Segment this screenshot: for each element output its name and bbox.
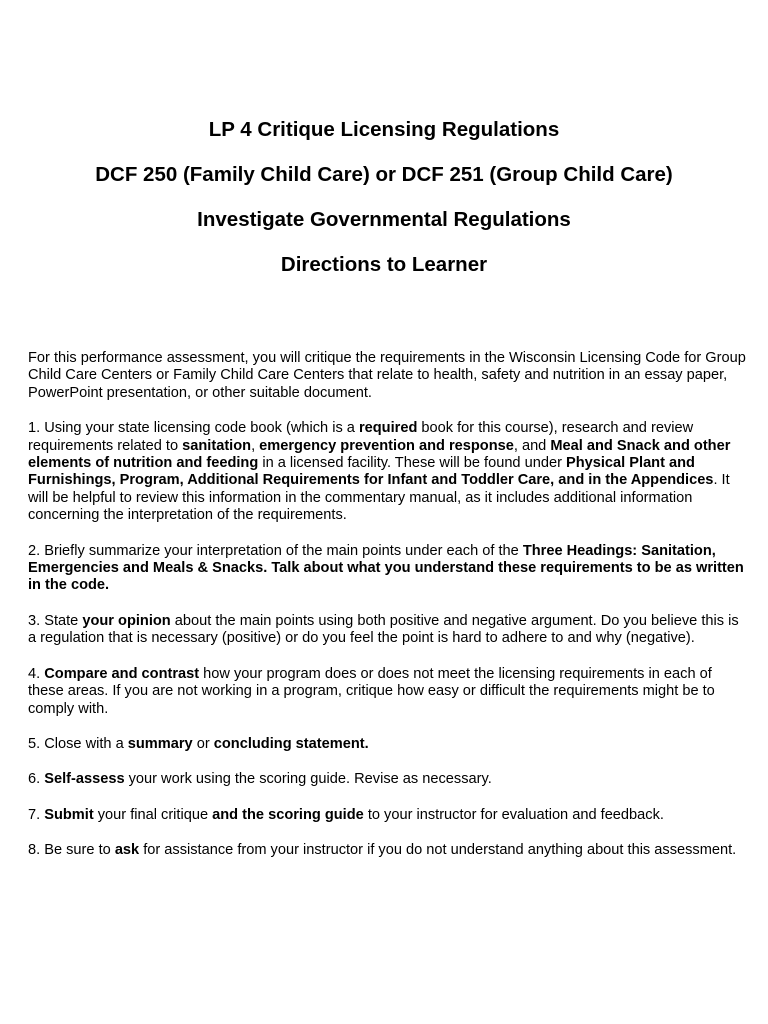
title-line-4: Directions to Learner [280, 253, 488, 276]
bold-text: Self-assess [44, 771, 125, 788]
text-run: 3. State [28, 612, 83, 629]
text-run: 1. Using your state licensing code book (which is a [28, 420, 359, 437]
instruction-step-4 [28, 666, 748, 718]
title-line-3: Investigate Governmental Regulations [197, 208, 571, 231]
instruction-step-6 [28, 771, 748, 788]
text-run: , [251, 437, 260, 454]
bold-text: Submit [44, 806, 94, 823]
bold-text: ask [114, 842, 140, 859]
text-run: about the main points using both positive and negative argument. Do you believe this is a regulation that is necessary (positive) or do you feel the point is hard to adhere to and why (negative). [28, 612, 739, 647]
instruction-step-7 [28, 807, 748, 824]
instruction-step-5 [28, 736, 748, 753]
bold-text: sanitation [182, 437, 252, 454]
text-run: 7. [28, 806, 45, 823]
text-run: . It will be helpful to review this information in the commentary manual, as it includes additional information concerning the interpretation of the requirements. [28, 472, 730, 524]
text-run: 4. [28, 665, 45, 682]
document-body [28, 350, 748, 878]
bold-text: Meal and Snack and other elements of nutrition and feeding [28, 437, 731, 472]
title-block [0, 118, 768, 298]
text-run: your final critique [93, 806, 213, 823]
text-run: 6. [28, 771, 45, 788]
instruction-step-3 [28, 613, 748, 648]
bold-text: concluding statement. [213, 735, 369, 752]
text-run: in a licensed facility. These will be found under [258, 455, 566, 472]
text-run: for assistance from your instructor if you do not understand anything about this assessment. [139, 842, 737, 859]
bold-text: Three Headings: Sanitation, Emergencies and Meals & Snacks. Talk about what you understand these requirements to be as written in the code. [28, 542, 744, 594]
text-run: to your instructor for evaluation and feedback. [363, 806, 664, 823]
bold-text: your opinion [82, 612, 171, 629]
text-run: 5. Close with a [28, 735, 128, 752]
instruction-step-1 [28, 420, 748, 524]
bold-text: required [358, 420, 418, 437]
title-line-2: DCF 250 (Family Child Care) or DCF 251 (Group Child Care) [95, 163, 673, 186]
text-run: 2. Briefly summarize your interpretation of the main points under each of the [28, 542, 523, 559]
bold-text: and the scoring guide [212, 806, 364, 823]
text-run: how your program does or does not meet the licensing requirements in each of these areas. If you are not working in a program, critique how easy or difficult the requirements might be to comply with. [28, 665, 715, 717]
bold-text: Compare and contrast [44, 665, 200, 682]
instruction-step-2 [28, 543, 748, 595]
bold-text: summary [127, 735, 193, 752]
text-run: book for this course), research and review requirements related to [28, 420, 694, 454]
instruction-step-8 [28, 842, 748, 859]
text-run: For this performance assessment, you will critique the requirements in the Wisconsin Licensing Code for Group Child Care Centers or Family Child Care Centers that relate to health, safety and nutrition in an essay paper, PowerPoint presentation, or other suitable document. [28, 350, 746, 401]
text-run: , and [513, 437, 551, 454]
bold-text: Physical Plant and Furnishings, Program, Additional Requirements for Infant and Toddler Care, and in the Appendices [28, 455, 714, 489]
text-run: your work using the scoring guide. Revise as necessary. [124, 771, 492, 788]
text-run: or [192, 735, 214, 752]
title-line-1: LP 4 Critique Licensing Regulations [208, 118, 560, 141]
text-run: 8. Be sure to [28, 842, 115, 859]
bold-text: emergency prevention and response [259, 437, 514, 454]
intro-paragraph [28, 350, 748, 402]
